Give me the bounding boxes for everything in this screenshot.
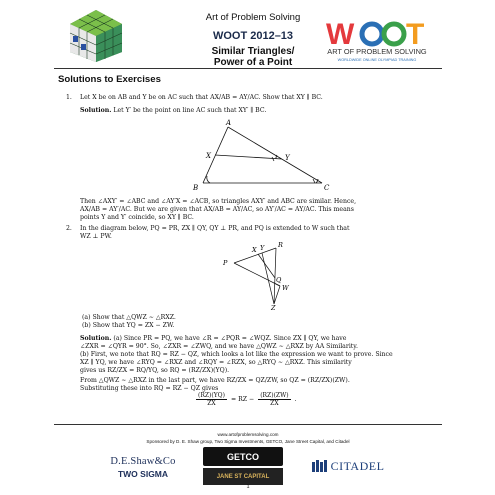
course-title: WOOT 2012–13 — [212, 30, 294, 42]
solution-intro: Let Y′ be the point on line AC such that XY′ ∥ BC. — [113, 107, 267, 114]
footer-rule — [54, 424, 442, 425]
section-title: Solutions to Exercises — [58, 74, 161, 85]
getco-janestreet-logo — [203, 447, 283, 485]
label-X: X — [252, 246, 257, 254]
label-A: A — [226, 119, 232, 127]
exercise-2-solution-6: From △QWZ ∼ △RXZ in the last part, we have RZ/ZX = QZ/ZW, so QZ = (RZ/ZX)(ZW). — [80, 377, 350, 384]
svg-text:W: W — [326, 18, 355, 51]
label-X: X — [206, 152, 211, 160]
solution-label: Solution. — [80, 335, 112, 342]
footer-url[interactable]: www.artofproblemsolving.com — [217, 432, 279, 437]
citadel-text: CITADEL — [330, 458, 385, 473]
citadel-icon — [312, 460, 328, 472]
exercise-2-solution-2: ∠ZXR = ∠QYR = 90°. So, ∠ZXR = ∠ZWQ, and we have △QWZ ∼ △RXZ by AA Similarity. — [80, 343, 358, 350]
woot-logo — [322, 16, 432, 64]
getco-logo: GETCO — [203, 447, 283, 466]
label-R: R — [278, 241, 283, 249]
label-W: W — [282, 284, 289, 292]
header-rule — [54, 68, 442, 69]
fraction-lhs — [196, 392, 227, 407]
fraction-rhs-denominator: ZX — [270, 400, 279, 407]
triangle-figure-2 — [214, 240, 294, 310]
woot-tagline: WORLDWIDE ONLINE OLYMPIAD TRAINING — [337, 58, 417, 62]
exercise-1-statement: Let X be on AB and Y be on AC such that AX/AB = AY/AC. Show that XY ∥ BC. — [80, 94, 323, 101]
fraction-rhs-numerator: (RZ)(ZW) — [260, 392, 289, 399]
label-Q: Q — [276, 276, 282, 284]
woot-subtitle: ART OF PROBLEM SOLVING — [327, 47, 427, 56]
exercise-1-body-2: AX/AB = AY′/AC. But we are given that AX/AB = AY/AC, so AY′/AC = AY/AC. This means — [80, 206, 354, 213]
exercise-2-solution-7: Substituting these into RQ = RZ − QZ gives — [80, 385, 219, 392]
exercise-2-part-b: (b) Show that YQ = ZX − ZW. — [82, 322, 175, 329]
org-name: Art of Problem Solving — [205, 12, 301, 23]
page-number: 1 — [246, 484, 250, 490]
exercise-1-number: 1. — [66, 94, 72, 101]
label-B: B — [193, 184, 199, 192]
label-C: C — [324, 184, 330, 192]
exercise-2-statement-1: In the diagram below, PQ = PR, ZX ∥ QY, QY ⊥ PR, and PQ is extended to W such that — [80, 225, 350, 232]
exercise-2-solution-1 — [80, 335, 410, 343]
exercise-2-solution-5: gives us RZ/ZX = RQ/YQ, so RQ = (RZ/ZX)(YQ). — [80, 367, 230, 374]
label-Y: Y — [260, 244, 265, 252]
fraction-lhs-denominator: ZX — [207, 400, 216, 407]
citadel-logo — [296, 455, 400, 477]
label-Z: Z — [271, 304, 276, 310]
janestreet-logo: JANE ST CAPITAL — [203, 468, 283, 485]
triangle-figure-1 — [188, 117, 338, 193]
topic-line-2: Power of a Point — [213, 57, 293, 68]
aops-cube-logo — [68, 8, 124, 64]
exercise-2-part-a: (a) Show that △QWZ ∼ △RXZ. — [82, 314, 176, 321]
equation-middle: = RZ − — [230, 395, 255, 403]
footer-sponsors: Sponsored by D. E. Shaw group, Two Sigma Investments, GETCO, Jane Street Capital, and Citadel — [146, 439, 350, 444]
deshaw-twosigma-logo — [100, 450, 186, 484]
exercise-2-solution-4: XZ ∥ YQ, we have ∠RYQ = ∠RXZ and ∠RQY = ∠RZX, so △RYQ ∼ △RXZ. This similarity — [80, 359, 352, 366]
exercise-2-solution-3: (b) First, we note that RQ = RZ − QZ, which looks a lot like the expression we want to prove. Since — [80, 351, 393, 358]
fraction-lhs-numerator: (RZ)(YQ) — [198, 392, 225, 399]
svg-text:T: T — [406, 18, 425, 51]
topic-line-1: Similar Triangles/ — [211, 46, 295, 57]
exercise-2-statement-2: WZ ⊥ PW. — [80, 233, 112, 240]
label-P: P — [223, 259, 228, 267]
exercise-1-solution — [80, 107, 410, 115]
solution-a-line: (a) Since PR = PQ, we have ∠R = ∠PQR = ∠WQZ. Since ZX ∥ QY, we have — [113, 335, 347, 342]
exercise-1-body-3: points Y and Y′ coincide, so XY ∥ BC. — [80, 214, 194, 221]
solution-label: Solution. — [80, 107, 112, 114]
final-equation — [196, 392, 297, 407]
label-Y: Y — [285, 154, 290, 162]
exercise-2-number: 2. — [66, 225, 72, 232]
equation-end: . — [294, 395, 297, 403]
twosigma-logo: TWO SIGMA — [117, 468, 169, 479]
fraction-rhs — [258, 392, 290, 407]
exercise-1-body-1: Then ∠AXY′ = ∠ABC and ∠AY′X = ∠ACB, so triangles AXY′ and ABC are similar. Hence, — [80, 198, 357, 205]
deshaw-logo: D.E.Shaw&Co — [110, 455, 176, 467]
